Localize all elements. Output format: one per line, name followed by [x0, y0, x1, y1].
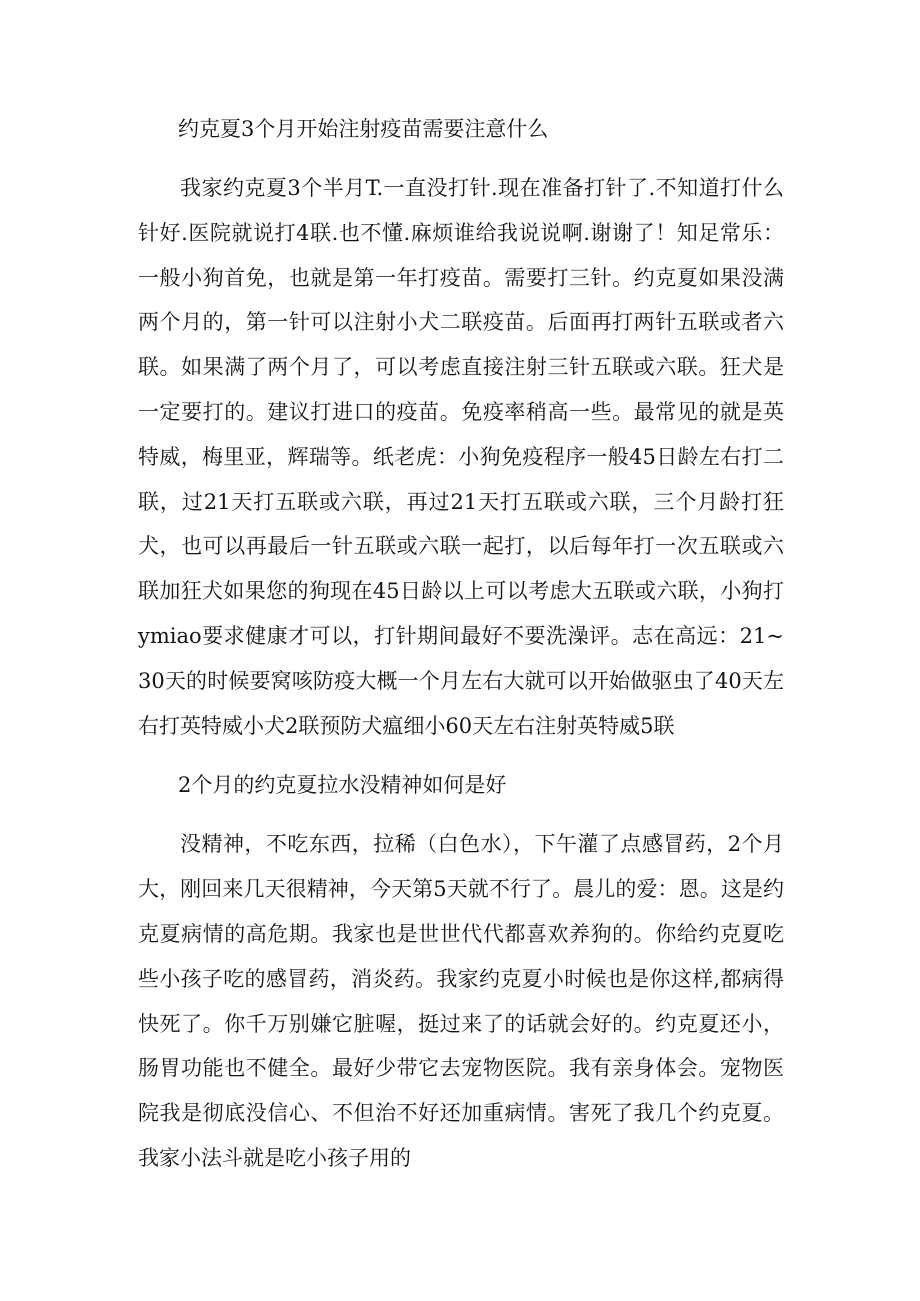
- document-body: [138, 111, 784, 1200]
- section-1-title: 约克夏3个月开始注射疫苗需要注意什么: [178, 117, 549, 141]
- section-2-body: [138, 822, 784, 1180]
- section-1-paragraph: 我家约克夏3个半月T.一直没打针.现在准备打针了.不知道打什么针好.医院就说打4联.也不懂.麻烦谁给我说说啊.谢谢了！知足常乐：一般小狗首免，也就是第一年打疫苗。需要打三针。约克夏如果没满两个月的，第一针可以注射小犬二联疫苗。后面再打两针五联或者六联。如果满了两个月了，可以考虑直接注射三针五联或六联。狂犬是一定要打的。建议打进口的疫苗。免疫率稍高一些。最常见的就是英特威，梅里亚，辉瑞等。纸老虎：小狗免疫程序一般45日龄左右打二联，过21天打五联或六联，再过21天打五联或六联，三个月龄打狂犬，也可以再最后一针五联或六联一起打，以后每年打一次五联或六联加狂犬如果您的狗现在45日龄以上可以考虑大五联或六联，小狗打ymiao要求健康才可以，打针期间最好不要洗澡评。志在高远：21~30天的时候要窝咳防疫大概一个月左右大就可以开始做驱虫了40天左右打英特威小犬2联预防犬瘟细小60天左右注射英特威5联: [138, 176, 784, 738]
- section-1-body: [138, 166, 784, 748]
- section-2-paragraph: 没精神，不吃东西，拉稀（白色水），下午灌了点感冒药，2个月大，刚回来几天很精神，今天第5天就不行了。晨儿的爱：恩。这是约克夏病情的高危期。我家也是世世代代都喜欢养狗的。你给约克夏吃些小孩子吃的感冒药，消炎药。我家约克夏小时候也是你这样,都病得快死了。你千万别嫌它脏喔，挺过来了的话就会好的。约克夏还小，肠胃功能也不健全。最好少带它去宠物医院。我有亲身体会。宠物医院我是彻底没信心、不但治不好还加重病情。害死了我几个约克夏。我家小法斗就是吃小孩子用的: [138, 832, 784, 1170]
- section-2-title: 2个月的约克夏拉水没精神如何是好: [178, 773, 507, 798]
